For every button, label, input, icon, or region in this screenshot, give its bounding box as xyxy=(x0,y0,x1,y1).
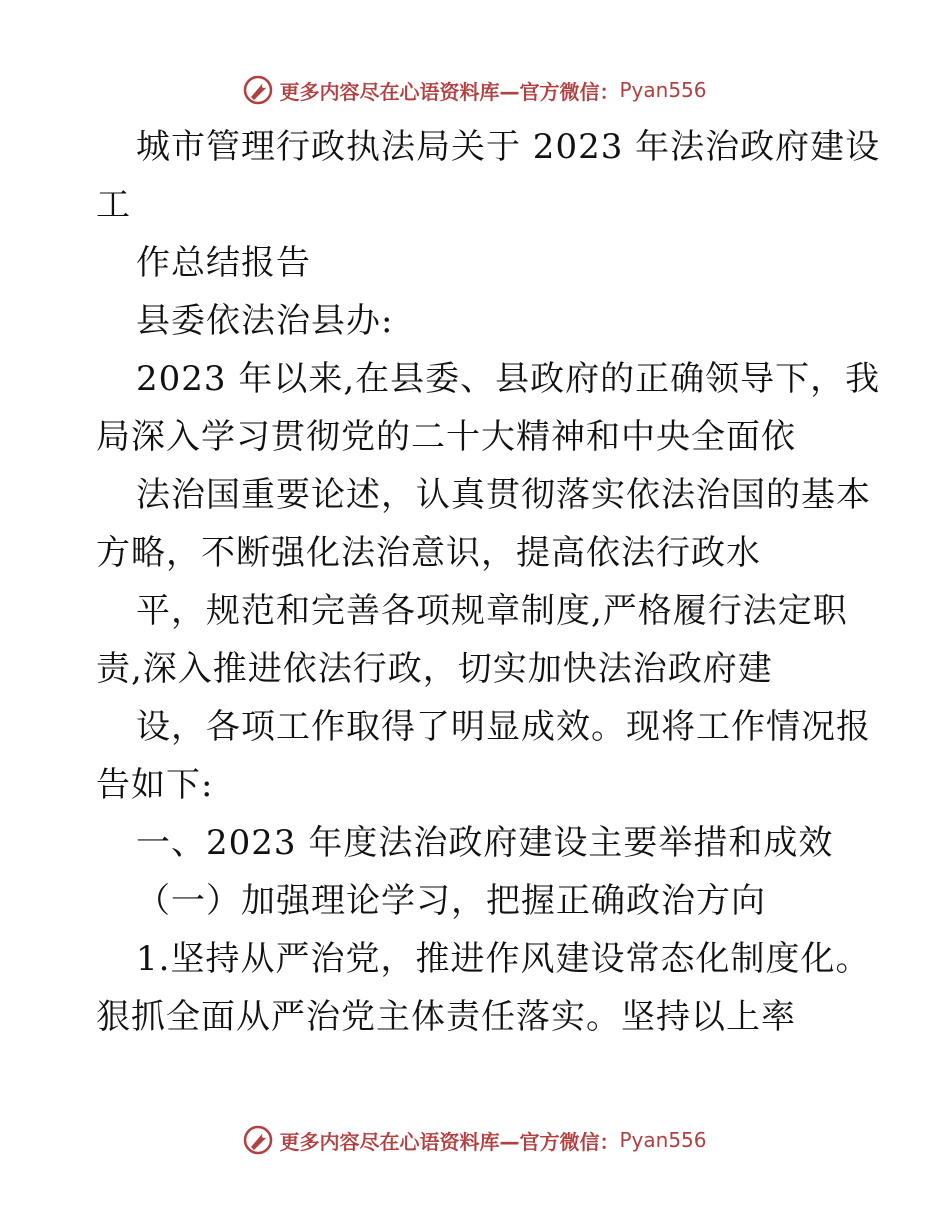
watermark-wechat-id: Pyan556 xyxy=(619,78,707,102)
header-watermark xyxy=(0,70,950,110)
paragraph-line: 平，规范和完善各项规章制度,严格履行法定职 xyxy=(136,591,848,631)
subsection-heading: （一）加强理论学习，把握正确政治方向 xyxy=(136,881,766,921)
paragraph-line: 1.坚持从严治党，推进作风建设常态化制度化。 xyxy=(136,939,871,979)
watermark-wechat-id: Pyan556 xyxy=(619,1128,707,1152)
watermark-text: 更多内容尽在心语资料库—官方微信： xyxy=(279,79,620,104)
document-title-line-3: 作总结报告 xyxy=(136,243,311,283)
pen-nib-icon xyxy=(243,1125,273,1155)
footer-watermark xyxy=(0,1120,950,1160)
paragraph-line: 2023 年以来,在县委、县政府的正确领导下，我 xyxy=(136,359,881,399)
pen-nib-icon xyxy=(243,75,273,105)
section-heading: 一、2023 年度法治政府建设主要举措和成效 xyxy=(136,823,834,863)
paragraph-line: 局深入学习贯彻党的二十大精神和中央全面依 xyxy=(96,417,796,457)
paragraph-line: 告如下: xyxy=(96,765,214,805)
paragraph-line: 狠抓全面从严治党主体责任落实。坚持以上率 xyxy=(96,997,796,1037)
document-title-line-2: 工 xyxy=(96,185,131,225)
paragraph-line: 法治国重要论述，认真贯彻落实依法治国的基本 xyxy=(136,475,871,515)
paragraph-line: 方略，不断强化法治意识，提高依法行政水 xyxy=(96,533,761,573)
addressee: 县委依法治县办: xyxy=(136,301,394,341)
watermark-text: 更多内容尽在心语资料库—官方微信： xyxy=(279,1129,620,1154)
paragraph-line: 设，各项工作取得了明显成效。现将工作情况报 xyxy=(136,707,871,747)
paragraph-line: 责,深入推进依法行政，切实加快法治政府建 xyxy=(96,649,773,689)
document-title-line-1: 城市管理行政执法局关于 2023 年法治政府建设 xyxy=(136,127,881,167)
